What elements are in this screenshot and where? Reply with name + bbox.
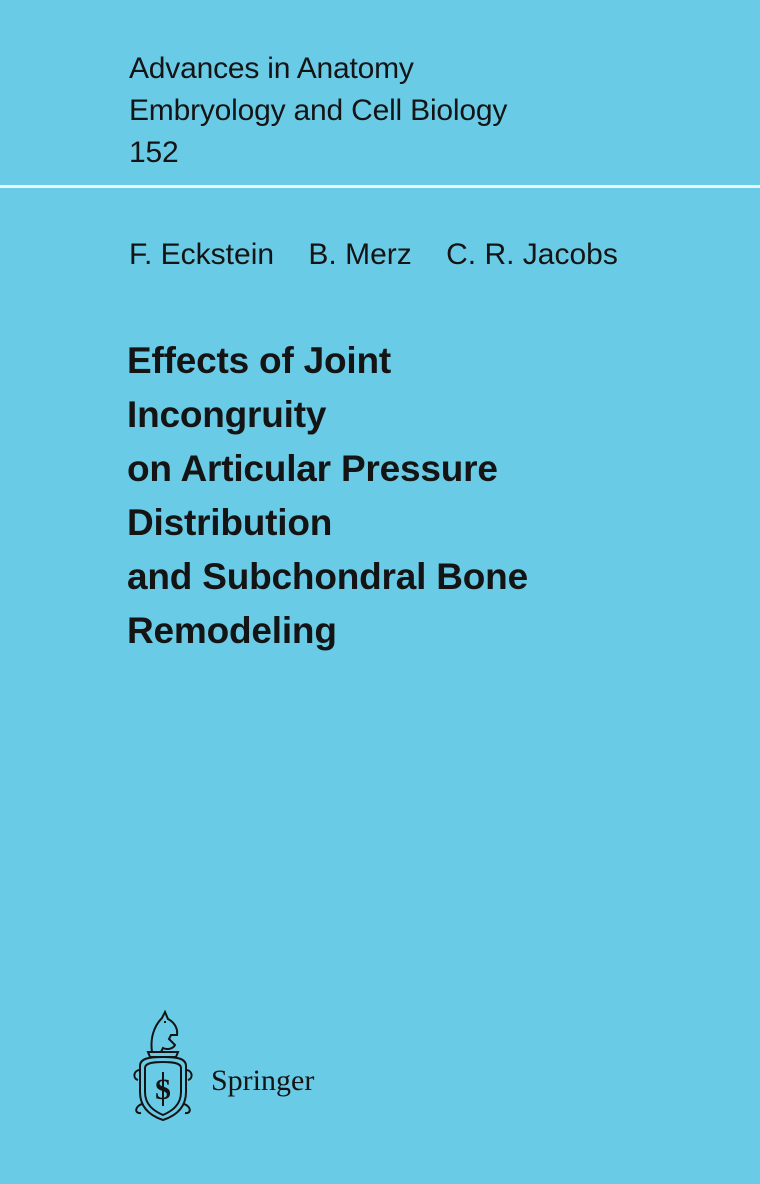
svg-text:S: S [154,1073,172,1106]
title-line: Effects of Joint [127,340,392,381]
title-line: Distribution [127,502,333,543]
title-line: on Articular Pressure [127,448,498,489]
author: F. Eckstein [129,238,275,271]
series-title [129,48,507,174]
series-volume: 152 [129,136,179,169]
book-title [127,334,528,658]
title-line: Incongruity [127,394,327,435]
title-line: Remodeling [127,610,337,651]
divider [0,185,760,188]
authors [129,235,644,275]
springer-knight-icon [130,1008,196,1128]
series-line: Embryology and Cell Biology [129,94,508,127]
title-line: and Subchondral Bone [127,556,528,597]
author: C. R. Jacobs [446,238,618,271]
publisher [130,1008,390,1128]
series-line: Advances in Anatomy [129,52,414,85]
publisher-name: Springer [211,1064,315,1097]
author: B. Merz [308,238,412,271]
